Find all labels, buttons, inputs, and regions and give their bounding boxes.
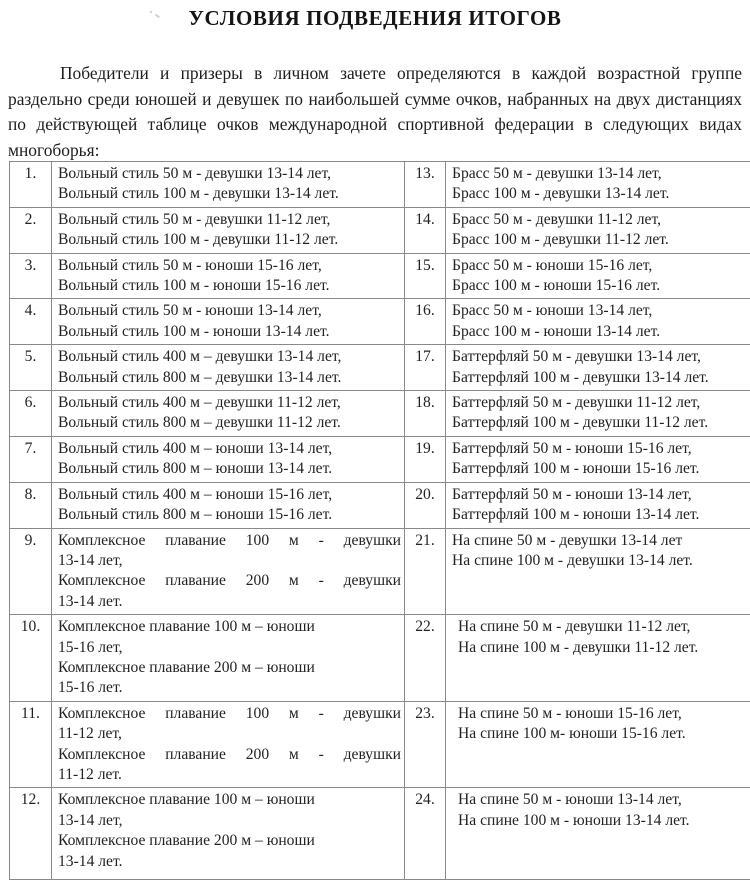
row-content-right bbox=[446, 391, 750, 437]
discipline-line: На спине 100 м - юноши 13-14 лет. bbox=[458, 811, 750, 831]
discipline-line: Комплексное плавание 200 м - девушки bbox=[58, 571, 401, 591]
discipline-line: Вольный стиль 400 м – юноши 13-14 лет, bbox=[58, 439, 401, 459]
discipline-line: Вольный стиль 800 м – юноши 13-14 лет. bbox=[58, 459, 401, 479]
discipline-line: Вольный стиль 50 м - юноши 13-14 лет, bbox=[58, 301, 401, 321]
row-content-right bbox=[446, 162, 750, 208]
table-row bbox=[10, 345, 750, 391]
row-number-right: 14. bbox=[405, 207, 446, 253]
discipline-line: Брасс 100 м - юноши 13-14 лет. bbox=[452, 322, 750, 342]
discipline-line: Вольный стиль 100 м - девушки 13-14 лет. bbox=[58, 184, 401, 204]
row-number-right: 15. bbox=[405, 253, 446, 299]
row-number-left: 4. bbox=[10, 299, 52, 345]
row-number-right: 21. bbox=[405, 528, 446, 615]
table-row bbox=[10, 162, 750, 208]
table-row bbox=[10, 528, 750, 615]
table-row bbox=[10, 299, 750, 345]
discipline-line: Баттерфляй 50 м - девушки 11-12 лет, bbox=[452, 393, 750, 413]
discipline-line: На спине 100 м - девушки 13-14 лет. bbox=[452, 551, 750, 571]
discipline-line: 13-14 лет, bbox=[58, 551, 401, 571]
row-content-right bbox=[446, 615, 750, 702]
discipline-line: Вольный стиль 800 м – девушки 13-14 лет. bbox=[58, 368, 401, 388]
row-number-right: 17. bbox=[405, 345, 446, 391]
discipline-line: Баттерфляй 100 м - юноши 13-14 лет. bbox=[452, 505, 750, 525]
discipline-line: Комплексное плавание 200 м – юноши bbox=[58, 831, 401, 851]
page-title: УСЛОВИЯ ПОДВЕДЕНИЯ ИТОГОВ bbox=[0, 6, 750, 31]
row-number-left: 5. bbox=[10, 345, 52, 391]
discipline-line: На спине 100 м- юноши 15-16 лет. bbox=[458, 724, 750, 744]
discipline-line: 13-14 лет. bbox=[58, 852, 401, 872]
row-number-right: 19. bbox=[405, 436, 446, 482]
discipline-line: На спине 50 м - девушки 11-12 лет, bbox=[458, 617, 750, 637]
discipline-line: Вольный стиль 400 м – девушки 13-14 лет, bbox=[58, 347, 401, 367]
row-content-right bbox=[446, 701, 750, 788]
discipline-line: 15-16 лет. bbox=[58, 678, 401, 698]
discipline-line: Баттерфляй 50 м - девушки 13-14 лет, bbox=[452, 347, 750, 367]
row-content-right bbox=[446, 299, 750, 345]
row-content-left bbox=[52, 207, 405, 253]
discipline-line: 11-12 лет, bbox=[58, 724, 401, 744]
discipline-line: Вольный стиль 800 м – девушки 11-12 лет. bbox=[58, 413, 401, 433]
discipline-line: Вольный стиль 400 м – юноши 15-16 лет, bbox=[58, 485, 401, 505]
table-row bbox=[10, 391, 750, 437]
row-content-right bbox=[446, 482, 750, 528]
discipline-line: Вольный стиль 800 м – юноши 15-16 лет. bbox=[58, 505, 401, 525]
discipline-line: Вольный стиль 400 м – девушки 11-12 лет, bbox=[58, 393, 401, 413]
row-number-left: 1. bbox=[10, 162, 52, 208]
row-content-left bbox=[52, 345, 405, 391]
row-content-left bbox=[52, 299, 405, 345]
row-number-left: 8. bbox=[10, 482, 52, 528]
table-row bbox=[10, 701, 750, 788]
discipline-line: Баттерфляй 100 м - юноши 15-16 лет. bbox=[452, 459, 750, 479]
row-content-right bbox=[446, 788, 750, 880]
discipline-line: Баттерфляй 50 м - юноши 15-16 лет, bbox=[452, 439, 750, 459]
discipline-line: Вольный стиль 100 м - юноши 15-16 лет. bbox=[58, 276, 401, 296]
row-number-left: 2. bbox=[10, 207, 52, 253]
discipline-line: Баттерфляй 50 м - юноши 13-14 лет, bbox=[452, 485, 750, 505]
discipline-line: Вольный стиль 50 м - девушки 11-12 лет, bbox=[58, 210, 401, 230]
intro-paragraph: Победители и призеры в личном зачете определяются в каждой возрастной группе раздельно среди юношей и девушек по наибольшей сумме очков, набранных на двух дистанциях по действующей таблице очков международной спортивной федерации в следующих видах многоборья: bbox=[8, 61, 742, 163]
table-body bbox=[10, 162, 750, 880]
row-number-left: 3. bbox=[10, 253, 52, 299]
row-number-right: 13. bbox=[405, 162, 446, 208]
discipline-line: Комплексное плавание 100 м - девушки bbox=[58, 704, 401, 724]
discipline-line: Комплексное плавание 100 м - девушки bbox=[58, 531, 401, 551]
discipline-line: Вольный стиль 100 м - девушки 11-12 лет. bbox=[58, 230, 401, 250]
row-content-left bbox=[52, 788, 405, 880]
row-number-left: 10. bbox=[10, 615, 52, 702]
multievent-disciplines-table bbox=[9, 161, 750, 880]
row-content-right bbox=[446, 436, 750, 482]
discipline-line: Комплексное плавание 200 м – юноши bbox=[58, 658, 401, 678]
row-number-left: 7. bbox=[10, 436, 52, 482]
row-number-right: 24. bbox=[405, 788, 446, 880]
discipline-line: 13-14 лет. bbox=[58, 592, 401, 612]
row-content-left bbox=[52, 436, 405, 482]
row-content-left bbox=[52, 162, 405, 208]
discipline-line: Комплексное плавание 100 м – юноши bbox=[58, 790, 401, 810]
row-content-right bbox=[446, 345, 750, 391]
discipline-line: 11-12 лет. bbox=[58, 765, 401, 785]
discipline-line: Брасс 100 м - девушки 13-14 лет. bbox=[452, 184, 750, 204]
row-content-right bbox=[446, 528, 750, 615]
row-number-right: 22. bbox=[405, 615, 446, 702]
table-row bbox=[10, 788, 750, 880]
row-content-left bbox=[52, 701, 405, 788]
discipline-line: Брасс 50 м - девушки 11-12 лет, bbox=[452, 210, 750, 230]
row-number-right: 23. bbox=[405, 701, 446, 788]
discipline-line: Брасс 50 м - юноши 15-16 лет, bbox=[452, 256, 750, 276]
table-row bbox=[10, 482, 750, 528]
discipline-line: Баттерфляй 100 м - девушки 11-12 лет. bbox=[452, 413, 750, 433]
row-content-left bbox=[52, 391, 405, 437]
discipline-line: Брасс 100 м - девушки 11-12 лет. bbox=[452, 230, 750, 250]
row-content-right bbox=[446, 207, 750, 253]
row-content-left bbox=[52, 482, 405, 528]
discipline-line: Комплексное плавание 100 м – юноши bbox=[58, 617, 401, 637]
table-row bbox=[10, 253, 750, 299]
row-number-right: 18. bbox=[405, 391, 446, 437]
table-row bbox=[10, 615, 750, 702]
discipline-line: Вольный стиль 50 м - девушки 13-14 лет, bbox=[58, 164, 401, 184]
discipline-line: Комплексное плавание 200 м - девушки bbox=[58, 745, 401, 765]
row-number-left: 6. bbox=[10, 391, 52, 437]
row-number-left: 12. bbox=[10, 788, 52, 880]
row-content-left bbox=[52, 253, 405, 299]
row-number-left: 11. bbox=[10, 701, 52, 788]
row-number-right: 20. bbox=[405, 482, 446, 528]
table-row bbox=[10, 436, 750, 482]
discipline-line: Вольный стиль 50 м - юноши 15-16 лет, bbox=[58, 256, 401, 276]
row-number-left: 9. bbox=[10, 528, 52, 615]
discipline-line: Брасс 50 м - девушки 13-14 лет, bbox=[452, 164, 750, 184]
discipline-line: Вольный стиль 100 м - юноши 13-14 лет. bbox=[58, 322, 401, 342]
discipline-line: Брасс 50 м - юноши 13-14 лет, bbox=[452, 301, 750, 321]
discipline-line: 13-14 лет, bbox=[58, 811, 401, 831]
discipline-line: Брасс 100 м - юноши 15-16 лет. bbox=[452, 276, 750, 296]
table-row bbox=[10, 207, 750, 253]
discipline-line: Баттерфляй 100 м - девушки 13-14 лет. bbox=[452, 368, 750, 388]
row-content-left bbox=[52, 615, 405, 702]
row-content-right bbox=[446, 253, 750, 299]
discipline-line: На спине 100 м - девушки 11-12 лет. bbox=[458, 638, 750, 658]
discipline-line: На спине 50 м - юноши 15-16 лет, bbox=[458, 704, 750, 724]
row-number-right: 16. bbox=[405, 299, 446, 345]
row-content-left bbox=[52, 528, 405, 615]
discipline-line: 15-16 лет, bbox=[58, 638, 401, 658]
discipline-line: На спине 50 м - юноши 13-14 лет, bbox=[458, 790, 750, 810]
discipline-line: На спине 50 м - девушки 13-14 лет bbox=[452, 531, 750, 551]
